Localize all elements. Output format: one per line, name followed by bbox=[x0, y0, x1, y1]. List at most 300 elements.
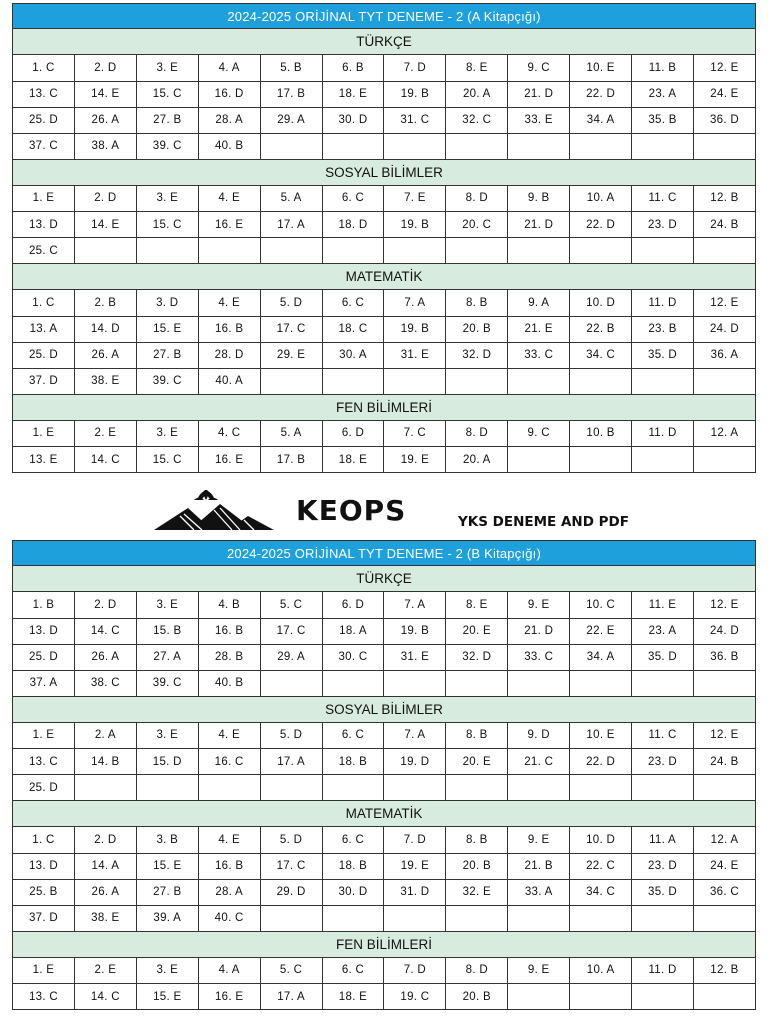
answer-cell: 14. C bbox=[74, 984, 136, 1010]
answer-cell: 17. A bbox=[260, 212, 322, 238]
answer-cell: 15. C bbox=[136, 212, 198, 238]
answer-cell: 31. D bbox=[384, 879, 446, 905]
answer-cell bbox=[322, 133, 384, 159]
answer-cell: 26. A bbox=[74, 644, 136, 670]
section-header: FEN BİLİMLERİ bbox=[12, 395, 756, 421]
answer-cell: 23. A bbox=[632, 618, 694, 644]
answer-cell: 13. D bbox=[13, 212, 75, 238]
answer-table bbox=[12, 723, 756, 802]
answer-cell: 1. E bbox=[13, 958, 75, 984]
answer-cell: 2. E bbox=[74, 421, 136, 447]
answer-cell: 19. B bbox=[384, 212, 446, 238]
answer-cell: 15. D bbox=[136, 749, 198, 775]
answer-cell: 20. E bbox=[446, 618, 508, 644]
answer-cell bbox=[508, 775, 570, 801]
answer-cell: 39. A bbox=[136, 905, 198, 931]
answer-cell: 17. B bbox=[260, 447, 322, 473]
answer-cell: 20. E bbox=[446, 749, 508, 775]
brand-tagline: YKS DENEME AND PDF bbox=[458, 514, 629, 530]
answer-cell: 24. E bbox=[693, 853, 755, 879]
answer-cell: 18. B bbox=[322, 853, 384, 879]
answer-cell: 2. E bbox=[74, 958, 136, 984]
answer-cell: 12. A bbox=[693, 421, 755, 447]
answer-cell: 32. D bbox=[446, 644, 508, 670]
answer-cell: 18. D bbox=[322, 212, 384, 238]
answer-cell: 18. E bbox=[322, 81, 384, 107]
answer-cell: 5. D bbox=[260, 723, 322, 749]
answer-cell: 20. B bbox=[446, 984, 508, 1010]
answer-cell: 22. B bbox=[570, 316, 632, 342]
answer-table bbox=[12, 592, 756, 697]
answer-cell bbox=[446, 368, 508, 394]
answer-cell: 9. C bbox=[508, 421, 570, 447]
answer-cell: 18. B bbox=[322, 749, 384, 775]
answer-cell: 9. E bbox=[508, 958, 570, 984]
answer-cell: 30. C bbox=[322, 644, 384, 670]
answer-cell: 22. C bbox=[570, 853, 632, 879]
answer-cell bbox=[508, 238, 570, 264]
answer-cell: 14. E bbox=[74, 81, 136, 107]
answer-cell: 16. E bbox=[198, 212, 260, 238]
answer-cell: 38. E bbox=[74, 905, 136, 931]
answer-cell: 9. E bbox=[508, 592, 570, 618]
answer-cell: 19. B bbox=[384, 81, 446, 107]
answer-cell: 30. D bbox=[322, 107, 384, 133]
answer-cell: 4. B bbox=[198, 592, 260, 618]
answer-cell: 23. D bbox=[632, 749, 694, 775]
answer-cell: 8. E bbox=[446, 592, 508, 618]
answer-cell bbox=[136, 238, 198, 264]
answer-cell: 7. A bbox=[384, 290, 446, 316]
answer-cell: 15. E bbox=[136, 316, 198, 342]
answer-cell: 8. E bbox=[446, 55, 508, 81]
answer-cell: 3. E bbox=[136, 592, 198, 618]
answer-cell: 28. A bbox=[198, 107, 260, 133]
answer-cell: 20. A bbox=[446, 81, 508, 107]
answer-cell: 1. C bbox=[13, 55, 75, 81]
answer-cell: 15. E bbox=[136, 853, 198, 879]
answer-cell: 6. B bbox=[322, 55, 384, 81]
answer-cell: 22. D bbox=[570, 749, 632, 775]
answer-cell bbox=[322, 670, 384, 696]
table-row bbox=[13, 290, 756, 316]
answer-cell: 14. E bbox=[74, 212, 136, 238]
answer-cell: 35. D bbox=[632, 879, 694, 905]
answer-cell bbox=[570, 775, 632, 801]
answer-cell: 14. D bbox=[74, 316, 136, 342]
answer-cell bbox=[384, 775, 446, 801]
answer-cell: 11. A bbox=[632, 827, 694, 853]
answer-cell: 17. C bbox=[260, 853, 322, 879]
answer-cell: 8. B bbox=[446, 827, 508, 853]
answer-cell: 24. B bbox=[693, 749, 755, 775]
answer-cell: 11. B bbox=[632, 55, 694, 81]
answer-cell: 35. D bbox=[632, 644, 694, 670]
answer-cell: 13. E bbox=[13, 447, 75, 473]
answer-cell: 4. A bbox=[198, 55, 260, 81]
answer-cell: 14. C bbox=[74, 618, 136, 644]
answer-cell: 9. C bbox=[508, 55, 570, 81]
answer-cell: 24. D bbox=[693, 618, 755, 644]
answer-cell: 9. D bbox=[508, 723, 570, 749]
pyramids-lotus-icon bbox=[150, 490, 280, 534]
brand-name: KEOPS bbox=[296, 494, 407, 527]
answer-cell: 27. A bbox=[136, 644, 198, 670]
answer-cell bbox=[446, 775, 508, 801]
answer-cell bbox=[570, 238, 632, 264]
table-row bbox=[13, 618, 756, 644]
answer-cell: 1. C bbox=[13, 290, 75, 316]
answer-cell bbox=[632, 133, 694, 159]
answer-cell: 3. E bbox=[136, 421, 198, 447]
answer-cell: 6. C bbox=[322, 290, 384, 316]
answer-cell: 22. D bbox=[570, 81, 632, 107]
table-row bbox=[13, 342, 756, 368]
answer-cell: 7. D bbox=[384, 55, 446, 81]
answer-cell: 22. E bbox=[570, 618, 632, 644]
answer-table bbox=[12, 290, 756, 395]
answer-cell: 38. C bbox=[74, 670, 136, 696]
answer-cell: 37. C bbox=[13, 133, 75, 159]
answer-cell: 36. C bbox=[693, 879, 755, 905]
table-row bbox=[13, 853, 756, 879]
table-row bbox=[13, 984, 756, 1010]
table-row bbox=[13, 368, 756, 394]
answer-cell: 36. A bbox=[693, 342, 755, 368]
answer-cell: 26. A bbox=[74, 107, 136, 133]
answer-cell: 34. C bbox=[570, 342, 632, 368]
answer-cell: 21. D bbox=[508, 618, 570, 644]
answer-cell: 39. C bbox=[136, 670, 198, 696]
answer-cell: 2. D bbox=[74, 186, 136, 212]
answer-table bbox=[12, 958, 756, 1011]
answer-cell: 1. B bbox=[13, 592, 75, 618]
answer-cell: 11. C bbox=[632, 186, 694, 212]
section-header: TÜRKÇE bbox=[12, 29, 756, 55]
answer-cell: 11. D bbox=[632, 958, 694, 984]
answer-cell: 14. B bbox=[74, 749, 136, 775]
answer-cell: 31. E bbox=[384, 644, 446, 670]
answer-cell: 16. B bbox=[198, 618, 260, 644]
answer-cell: 12. B bbox=[693, 958, 755, 984]
answer-cell: 3. B bbox=[136, 827, 198, 853]
answer-cell: 6. D bbox=[322, 421, 384, 447]
answer-cell bbox=[693, 775, 755, 801]
answer-cell bbox=[508, 368, 570, 394]
answer-cell: 8. B bbox=[446, 723, 508, 749]
answer-cell: 13. C bbox=[13, 81, 75, 107]
answer-cell: 32. E bbox=[446, 879, 508, 905]
answer-cell: 7. C bbox=[384, 421, 446, 447]
answer-cell bbox=[322, 905, 384, 931]
answer-cell: 4. E bbox=[198, 723, 260, 749]
answer-cell: 16. C bbox=[198, 749, 260, 775]
answer-cell bbox=[322, 238, 384, 264]
answer-cell: 29. D bbox=[260, 879, 322, 905]
answer-cell: 13. D bbox=[13, 618, 75, 644]
answer-cell: 32. C bbox=[446, 107, 508, 133]
answer-cell: 39. C bbox=[136, 368, 198, 394]
table-row bbox=[13, 644, 756, 670]
answer-cell: 10. D bbox=[570, 290, 632, 316]
section-header: SOSYAL BİLİMLER bbox=[12, 697, 756, 723]
answer-cell: 8. D bbox=[446, 958, 508, 984]
answer-cell: 17. B bbox=[260, 81, 322, 107]
answer-cell bbox=[632, 368, 694, 394]
table-row bbox=[13, 670, 756, 696]
answer-cell: 8. D bbox=[446, 421, 508, 447]
answer-cell: 35. B bbox=[632, 107, 694, 133]
answer-cell: 16. D bbox=[198, 81, 260, 107]
answer-cell: 11. C bbox=[632, 723, 694, 749]
answer-cell: 9. B bbox=[508, 186, 570, 212]
answer-cell: 29. A bbox=[260, 644, 322, 670]
answer-cell bbox=[570, 905, 632, 931]
answer-cell: 3. E bbox=[136, 186, 198, 212]
answer-cell bbox=[260, 905, 322, 931]
answer-cell: 19. D bbox=[384, 749, 446, 775]
table-row bbox=[13, 55, 756, 81]
answer-cell: 10. D bbox=[570, 827, 632, 853]
answer-cell: 30. A bbox=[322, 342, 384, 368]
answer-cell: 33. A bbox=[508, 879, 570, 905]
section-header: SOSYAL BİLİMLER bbox=[12, 160, 756, 186]
section-header: MATEMATİK bbox=[12, 264, 756, 290]
answer-cell: 40. B bbox=[198, 670, 260, 696]
table-row bbox=[13, 592, 756, 618]
answer-cell: 3. E bbox=[136, 55, 198, 81]
table-row bbox=[13, 958, 756, 984]
answer-cell: 14. A bbox=[74, 853, 136, 879]
answer-cell: 28. D bbox=[198, 342, 260, 368]
answer-cell: 5. D bbox=[260, 290, 322, 316]
answer-cell: 2. B bbox=[74, 290, 136, 316]
answer-cell: 9. A bbox=[508, 290, 570, 316]
answer-table bbox=[12, 421, 756, 474]
answer-cell: 21. D bbox=[508, 212, 570, 238]
answer-cell: 40. B bbox=[198, 133, 260, 159]
section-header: MATEMATİK bbox=[12, 801, 756, 827]
answer-cell: 4. E bbox=[198, 290, 260, 316]
answer-cell bbox=[260, 238, 322, 264]
answer-cell: 23. A bbox=[632, 81, 694, 107]
answer-cell bbox=[260, 368, 322, 394]
answer-cell: 17. C bbox=[260, 316, 322, 342]
answer-cell: 4. C bbox=[198, 421, 260, 447]
answer-cell: 2. D bbox=[74, 592, 136, 618]
answer-cell bbox=[74, 238, 136, 264]
answer-cell: 27. B bbox=[136, 107, 198, 133]
answer-table bbox=[12, 55, 756, 160]
table-row bbox=[13, 186, 756, 212]
answer-cell: 33. E bbox=[508, 107, 570, 133]
section-header: TÜRKÇE bbox=[12, 566, 756, 592]
table-row bbox=[13, 316, 756, 342]
table-row bbox=[13, 133, 756, 159]
answer-cell bbox=[136, 775, 198, 801]
answer-cell: 31. E bbox=[384, 342, 446, 368]
answer-cell bbox=[632, 447, 694, 473]
answer-cell: 11. E bbox=[632, 592, 694, 618]
answer-cell: 19. C bbox=[384, 984, 446, 1010]
answer-cell: 6. C bbox=[322, 186, 384, 212]
answer-cell: 25. B bbox=[13, 879, 75, 905]
answer-cell: 30. D bbox=[322, 879, 384, 905]
answer-cell bbox=[260, 775, 322, 801]
answer-cell: 27. B bbox=[136, 879, 198, 905]
answer-cell: 40. A bbox=[198, 368, 260, 394]
answer-cell: 34. C bbox=[570, 879, 632, 905]
answer-cell: 37. A bbox=[13, 670, 75, 696]
answer-cell: 12. B bbox=[693, 186, 755, 212]
answer-cell: 19. B bbox=[384, 316, 446, 342]
answer-cell: 24. E bbox=[693, 81, 755, 107]
answer-cell: 16. E bbox=[198, 984, 260, 1010]
answer-cell: 5. D bbox=[260, 827, 322, 853]
answer-cell: 18. E bbox=[322, 447, 384, 473]
answer-cell: 24. B bbox=[693, 212, 755, 238]
table-row bbox=[13, 107, 756, 133]
answer-table bbox=[12, 186, 756, 265]
answer-cell: 15. E bbox=[136, 984, 198, 1010]
table-row bbox=[13, 749, 756, 775]
answer-cell: 26. A bbox=[74, 342, 136, 368]
answer-cell: 1. E bbox=[13, 186, 75, 212]
answer-cell: 12. E bbox=[693, 55, 755, 81]
answer-cell: 15. B bbox=[136, 618, 198, 644]
answer-cell: 6. C bbox=[322, 827, 384, 853]
answer-cell: 21. E bbox=[508, 316, 570, 342]
answer-cell bbox=[260, 133, 322, 159]
answer-cell: 16. B bbox=[198, 316, 260, 342]
answer-cell: 15. C bbox=[136, 81, 198, 107]
answer-cell bbox=[508, 905, 570, 931]
answer-cell: 10. E bbox=[570, 55, 632, 81]
answer-cell: 10. C bbox=[570, 592, 632, 618]
answer-cell: 32. D bbox=[446, 342, 508, 368]
answer-cell: 12. A bbox=[693, 827, 755, 853]
answer-cell: 15. C bbox=[136, 447, 198, 473]
answer-cell: 13. A bbox=[13, 316, 75, 342]
answer-cell: 17. C bbox=[260, 618, 322, 644]
answer-cell: 13. C bbox=[13, 749, 75, 775]
answer-cell bbox=[570, 984, 632, 1010]
answer-cell bbox=[632, 984, 694, 1010]
answer-cell: 12. E bbox=[693, 290, 755, 316]
answer-cell: 18. E bbox=[322, 984, 384, 1010]
answer-cell bbox=[693, 133, 755, 159]
answer-cell: 5. A bbox=[260, 186, 322, 212]
answer-cell: 37. D bbox=[13, 368, 75, 394]
answer-cell: 6. C bbox=[322, 958, 384, 984]
answer-cell: 20. B bbox=[446, 853, 508, 879]
answer-cell: 19. E bbox=[384, 853, 446, 879]
answer-cell: 7. D bbox=[384, 827, 446, 853]
table-row bbox=[13, 723, 756, 749]
answer-cell: 33. C bbox=[508, 644, 570, 670]
answer-cell: 11. D bbox=[632, 290, 694, 316]
answer-cell: 33. C bbox=[508, 342, 570, 368]
answer-cell bbox=[632, 238, 694, 264]
answer-cell bbox=[693, 984, 755, 1010]
answer-cell bbox=[693, 238, 755, 264]
answer-cell: 40. C bbox=[198, 905, 260, 931]
answer-cell bbox=[446, 133, 508, 159]
answer-cell: 29. A bbox=[260, 107, 322, 133]
answer-cell: 39. C bbox=[136, 133, 198, 159]
answer-cell: 29. E bbox=[260, 342, 322, 368]
table-row bbox=[13, 421, 756, 447]
answer-cell: 37. D bbox=[13, 905, 75, 931]
answer-cell bbox=[632, 670, 694, 696]
answer-cell: 12. E bbox=[693, 592, 755, 618]
answer-cell bbox=[693, 368, 755, 394]
booklet-title: 2024-2025 ORİJİNAL TYT DENEME - 2 (B Kitapçığı) bbox=[12, 540, 756, 566]
answer-cell bbox=[384, 670, 446, 696]
answer-cell: 20. B bbox=[446, 316, 508, 342]
answer-cell bbox=[693, 905, 755, 931]
answer-cell bbox=[570, 670, 632, 696]
answer-cell: 28. A bbox=[198, 879, 260, 905]
answer-cell: 28. B bbox=[198, 644, 260, 670]
answer-cell bbox=[508, 670, 570, 696]
answer-cell: 20. A bbox=[446, 447, 508, 473]
booklet-b bbox=[12, 540, 756, 1010]
answer-cell bbox=[570, 447, 632, 473]
answer-cell: 3. E bbox=[136, 958, 198, 984]
answer-cell: 1. E bbox=[13, 723, 75, 749]
answer-cell: 17. A bbox=[260, 984, 322, 1010]
booklet-a bbox=[12, 3, 756, 473]
answer-cell: 36. D bbox=[693, 107, 755, 133]
answer-cell: 22. D bbox=[570, 212, 632, 238]
answer-cell bbox=[632, 905, 694, 931]
answer-cell: 38. A bbox=[74, 133, 136, 159]
brand-banner bbox=[0, 486, 768, 540]
answer-cell: 8. D bbox=[446, 186, 508, 212]
answer-cell: 17. A bbox=[260, 749, 322, 775]
answer-cell bbox=[446, 905, 508, 931]
answer-cell: 7. E bbox=[384, 186, 446, 212]
answer-cell: 18. A bbox=[322, 618, 384, 644]
answer-cell: 3. E bbox=[136, 723, 198, 749]
answer-cell: 7. A bbox=[384, 723, 446, 749]
answer-cell: 25. D bbox=[13, 775, 75, 801]
answer-cell: 31. C bbox=[384, 107, 446, 133]
answer-cell: 25. D bbox=[13, 107, 75, 133]
answer-cell: 19. E bbox=[384, 447, 446, 473]
answer-cell: 35. D bbox=[632, 342, 694, 368]
answer-cell: 23. D bbox=[632, 853, 694, 879]
answer-cell: 5. C bbox=[260, 592, 322, 618]
booklet-title: 2024-2025 ORİJİNAL TYT DENEME - 2 (A Kitapçığı) bbox=[12, 3, 756, 29]
answer-cell: 4. E bbox=[198, 186, 260, 212]
answer-cell bbox=[198, 775, 260, 801]
answer-cell bbox=[260, 670, 322, 696]
answer-cell: 5. B bbox=[260, 55, 322, 81]
answer-cell: 25. D bbox=[13, 644, 75, 670]
answer-cell: 38. E bbox=[74, 368, 136, 394]
answer-cell: 21. D bbox=[508, 81, 570, 107]
answer-cell: 21. C bbox=[508, 749, 570, 775]
answer-cell: 21. B bbox=[508, 853, 570, 879]
table-row bbox=[13, 212, 756, 238]
answer-cell: 14. C bbox=[74, 447, 136, 473]
answer-cell: 10. A bbox=[570, 186, 632, 212]
answer-cell: 4. A bbox=[198, 958, 260, 984]
answer-cell: 6. C bbox=[322, 723, 384, 749]
answer-cell: 19. B bbox=[384, 618, 446, 644]
